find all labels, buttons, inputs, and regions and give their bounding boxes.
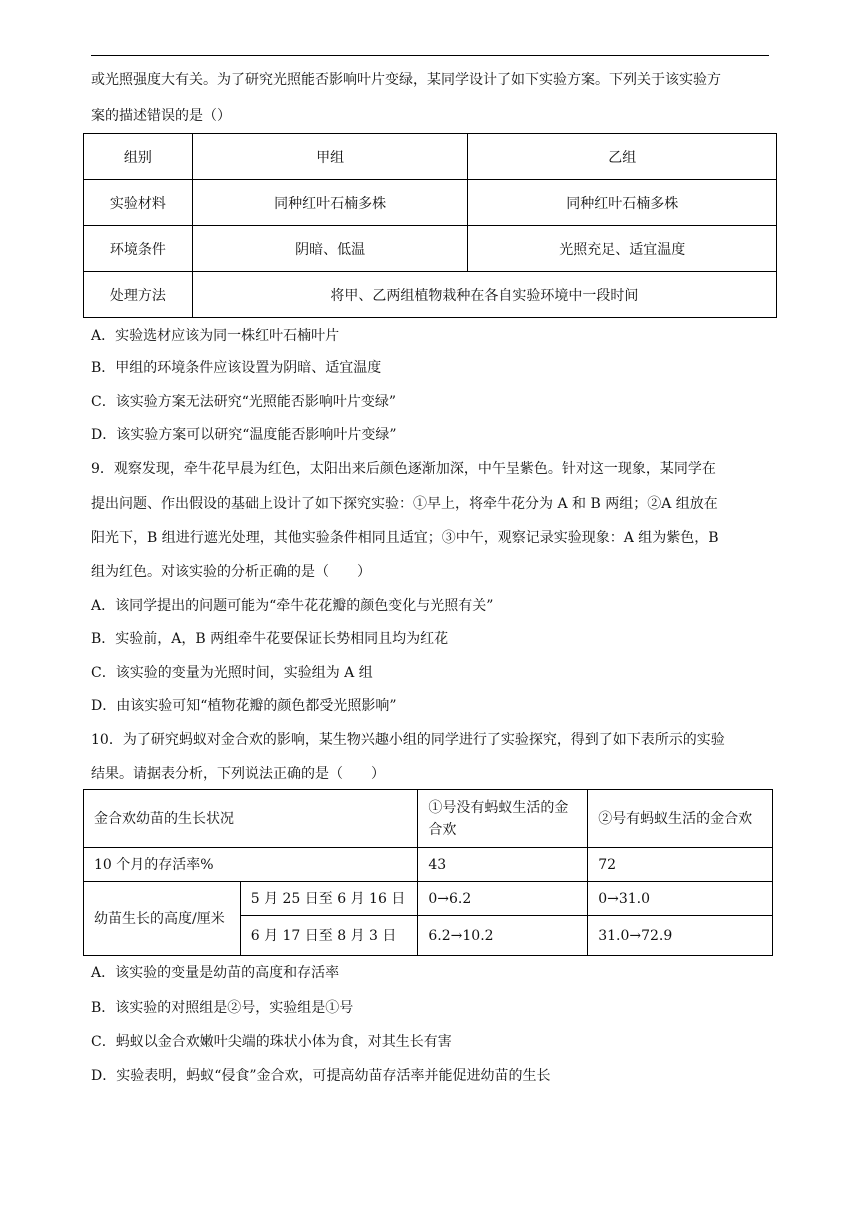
table-cell: 5 月 25 日至 6 月 16 日 — [240, 882, 418, 916]
q8-intro-line-1: 或光照强度大有关。为了研究光照能否影响叶片变绿，某同学设计了如下实验方案。下列关于该实验方 — [91, 72, 721, 88]
table-cell: 阴暗、低温 — [192, 226, 468, 272]
table-row — [84, 882, 773, 916]
q8-option-a: A．实验选材应该为同一株红叶石楠叶片 — [91, 328, 340, 344]
table-cell: 同种红叶石楠多株 — [468, 180, 777, 226]
table-cell: 31.0→72.9 — [588, 916, 773, 956]
q10-stem-line-2: 结果。请据表分析，下列说法正确的是（ ） — [91, 766, 385, 782]
table-row — [84, 848, 773, 882]
q10-option-d: D．实验表明，蚂蚁“侵食”金合欢，可提高幼苗存活率并能促进幼苗的生长 — [91, 1068, 551, 1084]
table-cell: 6.2→10.2 — [418, 916, 588, 956]
table-cell: ②号有蚂蚁生活的金合欢 — [588, 790, 773, 848]
q9-stem-line-1: 9．观察发现，牵牛花早晨为红色，太阳出来后颜色逐渐加深，中午呈紫色。针对这一现象，某同学在 — [91, 461, 716, 477]
table-cell: 环境条件 — [84, 226, 193, 272]
table-row — [84, 134, 777, 180]
table-row — [84, 226, 777, 272]
q8-option-d: D．该实验方案可以研究“温度能否影响叶片变绿” — [91, 427, 397, 443]
table-cell: 乙组 — [468, 134, 777, 180]
q10-option-c: C．蚂蚁以金合欢嫩叶尖端的珠状小体为食，对其生长有害 — [91, 1034, 452, 1050]
table-row — [84, 790, 773, 848]
q9-stem-line-4: 组为红色。对该实验的分析正确的是（ ） — [91, 564, 371, 580]
table-cell: 实验材料 — [84, 180, 193, 226]
q9-option-a: A．该同学提出的问题可能为“牵牛花花瓣的颜色变化与光照有关” — [91, 598, 494, 614]
table-cell: 组别 — [84, 134, 193, 180]
q9-option-b: B．实验前，A，B 两组牵牛花要保证长势相同且均为红花 — [91, 631, 449, 647]
q9-stem-line-3: 阳光下，B 组进行遮光处理，其他实验条件相同且适宜；③中午，观察记录实验现象：A 组为紫色，B — [91, 530, 719, 546]
table-row — [84, 180, 777, 226]
table-cell: 10 个月的存活率% — [84, 848, 418, 882]
table-cell: 43 — [418, 848, 588, 882]
table-cell: 光照充足、适宜温度 — [468, 226, 777, 272]
table-cell: 处理方法 — [84, 272, 193, 318]
header-rule — [91, 55, 769, 56]
q8-intro-line-2: 案的描述错误的是（） — [91, 108, 231, 124]
table-cell: 6 月 17 日至 8 月 3 日 — [240, 916, 418, 956]
table-cell: 幼苗生长的高度/厘米 — [84, 882, 241, 956]
table-cell: 72 — [588, 848, 773, 882]
q8-experiment-table — [83, 133, 777, 318]
table-cell: 甲组 — [192, 134, 468, 180]
table-cell: 0→6.2 — [418, 882, 588, 916]
table-row — [84, 272, 777, 318]
table-cell: ①号没有蚂蚁生活的金合欢 — [418, 790, 588, 848]
table-cell: 0→31.0 — [588, 882, 773, 916]
table-cell: 将甲、乙两组植物栽种在各自实验环境中一段时间 — [192, 272, 776, 318]
q8-option-b: B．甲组的环境条件应该设置为阴暗、适宜温度 — [91, 360, 382, 376]
q10-option-a: A．该实验的变量是幼苗的高度和存活率 — [91, 965, 340, 981]
table-cell: 金合欢幼苗的生长状况 — [84, 790, 418, 848]
q9-option-d: D．由该实验可知“植物花瓣的颜色都受光照影响” — [91, 698, 397, 714]
q10-stem-line-1: 10．为了研究蚂蚁对金合欢的影响，某生物兴趣小组的同学进行了实验探究，得到了如下表所示的实验 — [91, 732, 725, 748]
q10-results-table — [83, 789, 773, 956]
q9-option-c: C．该实验的变量为光照时间，实验组为 A 组 — [91, 665, 373, 681]
q8-option-c: C．该实验方案无法研究“光照能否影响叶片变绿” — [91, 394, 397, 410]
table-cell: 同种红叶石楠多株 — [192, 180, 468, 226]
q10-option-b: B．该实验的对照组是②号，实验组是①号 — [91, 1000, 354, 1016]
q9-stem-line-2: 提出问题、作出假设的基础上设计了如下探究实验：①早上，将牵牛花分为 A 和 B 两组；②A 组放在 — [91, 496, 718, 512]
